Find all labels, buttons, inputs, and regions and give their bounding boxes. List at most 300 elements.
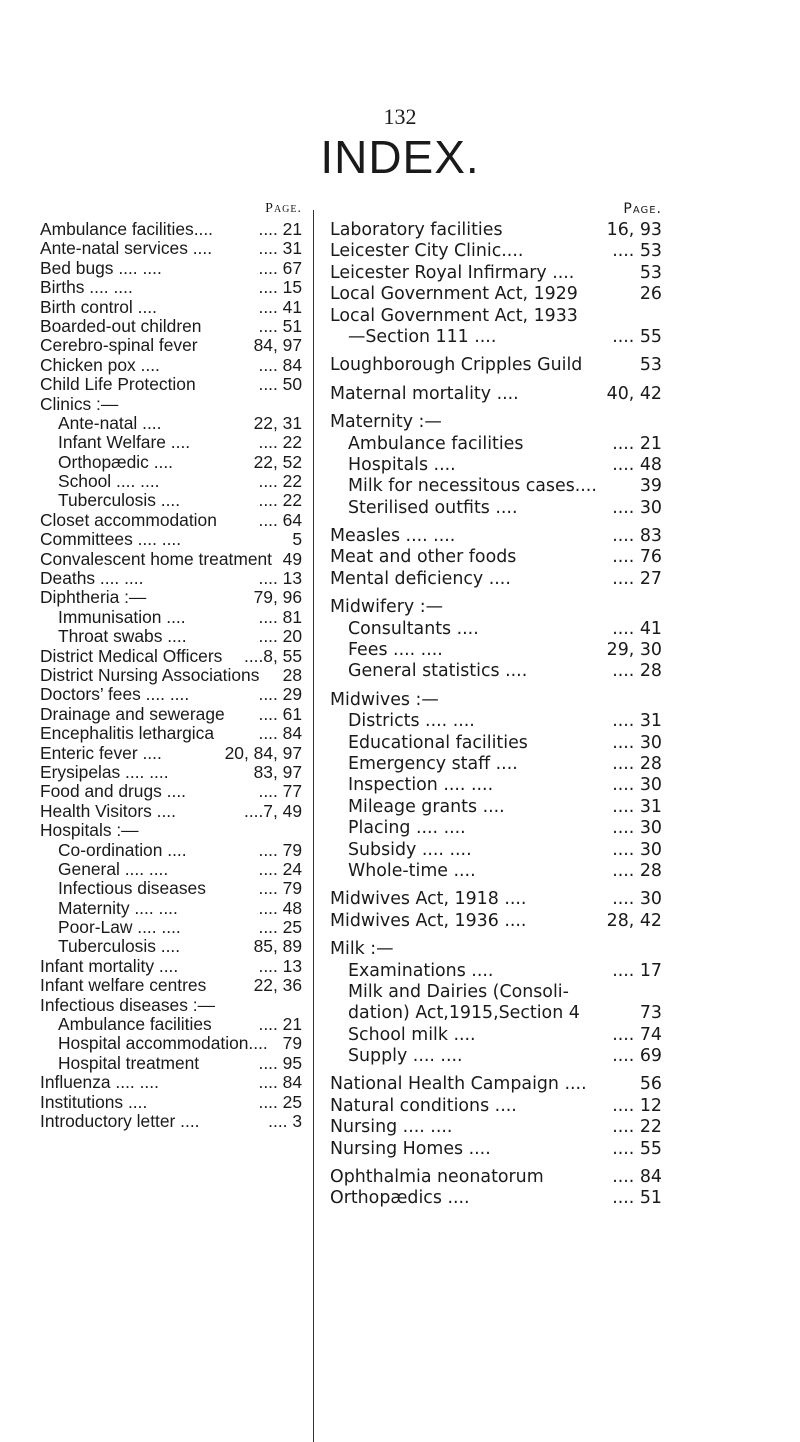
entry-spacer [169,763,254,782]
index-entry [40,918,302,937]
entry-spacer [475,711,612,732]
entry-spacer [544,1167,613,1188]
entry-spacer [187,841,259,860]
entry-spacer [186,608,259,627]
index-entry-term: Health Visitors .... [40,800,176,821]
index-entry-pages: .... 21 [258,219,302,239]
index-entry-pages: .... 3 [268,1110,302,1131]
index-entry-pages: .... 22 [258,432,302,453]
index-entry [40,899,302,918]
index-entry-term: Emergency staff .... [348,753,518,774]
index-entry-term: Deaths .... .... [40,568,144,589]
index-entry-pages: .... 84 [258,354,302,375]
entry-spacer [181,918,259,937]
index-entry-pages: .... 25 [258,1091,302,1112]
index-entry [330,711,662,732]
index-entry [330,569,662,590]
index-entry [330,861,662,882]
index-entry-term: Fees .... .... [348,640,443,661]
index-entry-pages: .... 28 [612,661,662,682]
index-entry-term: Institutions .... [40,1091,148,1112]
entry-spacer [574,263,640,284]
index-entry [40,685,302,704]
index-entry [40,860,302,879]
index-entry-term: General .... .... [58,858,169,879]
index-entry-pages: 22, 52 [253,451,302,472]
entry-spacer [180,491,258,510]
index-entry-pages: 79, 96 [253,587,302,608]
index-entry [40,937,302,956]
index-entry [40,220,302,239]
index-entry-pages: 22, 36 [253,975,302,996]
index-entry [40,278,302,297]
index-entry-pages: 20, 84, 97 [224,742,302,763]
index-entry [330,1025,662,1046]
index-entry-term: Midwives Act, 1936 .... [330,910,527,931]
index-entry-term: Throat swabs .... [58,626,187,647]
entry-spacer [456,455,613,476]
index-entry-term: Tuberculosis .... [58,936,181,957]
index-entry [40,239,302,258]
entry-spacer [118,395,302,414]
index-entry-pages: 39 [639,476,662,497]
entry-spacer [225,705,259,724]
index-entry [330,220,662,241]
index-entry-term: Examinations .... [348,960,494,981]
index-entry [40,336,302,355]
index-entry-term: Local Government Act, 1929 [330,284,578,305]
index-entry-pages: .... 41 [258,296,302,317]
index-entry-term: Orthopædics .... [330,1188,470,1209]
index-entry-term: Food and drugs .... [40,781,186,802]
index-entry-pages: .... 29 [258,684,302,705]
index-entry-term: Hospital accommodation.... [58,1033,268,1054]
entry-spacer [133,278,259,297]
index-entry-term: Milk and Dairies (Consoli- [348,981,569,1002]
index-entry-term: Births .... .... [40,277,133,298]
index-entry [40,996,302,1015]
index-entry [330,1117,662,1138]
index-entry [330,355,662,376]
index-entry [330,690,662,711]
entry-spacer [597,476,640,497]
index-entry-term: Diphtheria :— [40,587,147,608]
entry-spacer [578,306,662,327]
index-entry [40,976,302,995]
index-entry-pages: .... 30 [612,889,662,910]
index-entry [40,375,302,394]
index-entry [330,840,662,861]
entry-spacer [190,433,258,452]
index-entry-term: Laboratory facilities [330,220,503,240]
column-divider [313,210,314,1442]
index-entry-term: Ante-natal .... [58,412,162,433]
index-entry [330,1096,662,1117]
page-title: INDEX. [320,131,480,183]
index-entry [40,705,302,724]
entry-spacer [493,775,612,796]
entry-spacer [159,1073,259,1092]
index-entry-term: Consultants .... [348,618,479,639]
entry-spacer [472,840,613,861]
entry-spacer [214,724,258,743]
index-entry [330,498,662,519]
index-entry [40,841,302,860]
index-entry-term: Birth control .... [40,296,157,317]
index-entry-term: Maternity .... .... [58,897,178,918]
index-entry [40,530,302,549]
index-entry-term: Co-ordination .... [58,839,187,860]
index-entry-pages: ....7, 49 [243,800,302,821]
entry-spacer [178,957,258,976]
entry-spacer [463,1046,613,1067]
entry-spacer [160,472,259,491]
index-entry-pages: .... 22 [258,490,302,511]
index-entry [40,356,302,375]
index-entry-term: Introductory letter .... [40,1110,200,1131]
index-entry-pages: .... 30 [612,839,662,860]
entry-spacer [587,1074,640,1095]
index-entry [330,384,662,405]
entry-spacer [212,239,258,258]
entry-spacer [476,1025,613,1046]
index-entry-term: Mental deficiency .... [330,568,511,589]
index-entry [40,763,302,782]
index-entry [40,433,302,452]
entry-spacer [527,661,612,682]
index-entry [40,666,302,685]
entry-spacer [178,899,259,918]
index-entry-term: Drainage and sewerage [40,703,225,724]
index-entry [40,491,302,510]
index-entry [40,1015,302,1034]
index-entry [330,889,662,910]
index-entry-pages: .... 30 [612,818,662,839]
index-entry [330,1003,662,1024]
index-entry-term: Milk for necessitous cases.... [348,476,597,497]
index-entry-term: Milk :— [330,939,394,960]
page-number: 132 [383,104,417,129]
index-entry [40,744,302,763]
entry-spacer [173,453,254,472]
entry-spacer [268,1034,283,1053]
index-entry-term: Bed bugs .... .... [40,257,162,278]
index-entry-pages: .... 28 [612,753,662,774]
index-entry-term: Meat and other foods [330,547,517,568]
right-entry-list [330,220,662,1210]
index-entry-pages: .... 17 [612,960,662,981]
entry-spacer [180,937,254,956]
entry-spacer [157,298,259,317]
entry-spacer [259,666,282,685]
index-entry [40,957,302,976]
entry-spacer [452,1117,612,1138]
index-entry [40,647,302,666]
index-entry-pages: .... 22 [612,1117,662,1138]
index-entry-term: Ambulance facilities [348,433,524,454]
index-entry-term: Midwives Act, 1918 .... [330,889,527,910]
index-column-left [40,198,302,1131]
index-entry-pages: .... 95 [258,1052,302,1073]
index-entry-pages: .... 84 [258,1072,302,1093]
index-entry-term: Maternal mortality .... [330,383,519,404]
entry-spacer [442,412,662,433]
index-entry-pages: .... 53 [612,241,662,262]
index-entry-term: School milk .... [348,1024,476,1045]
entry-spacer [139,821,302,840]
page-column-header: Page. [265,201,302,216]
entry-spacer [526,889,612,910]
index-entry-term: Ambulance facilities [58,1014,212,1035]
index-entry [40,1073,302,1092]
entry-spacer [516,547,612,568]
index-entry-pages: 56 [639,1074,662,1095]
index-entry-term: Local Government Act, 1933 [330,305,578,326]
entry-spacer [206,976,253,995]
index-entry-term: Influenza .... .... [40,1072,159,1093]
index-entry [40,1034,302,1053]
index-entry [330,1046,662,1067]
entry-spacer [215,996,302,1015]
entry-spacer [476,861,613,882]
index-entry [330,476,662,497]
index-entry-pages: .... 74 [612,1024,662,1045]
index-entry [330,911,662,932]
entry-spacer [199,1054,258,1073]
index-entry-pages: .... 27 [612,568,662,589]
index-entry-pages: .... 51 [612,1188,662,1209]
entry-spacer [162,744,225,763]
index-entry-term: Closet accommodation [40,509,217,530]
index-entry [40,298,302,317]
entry-spacer [199,1112,268,1131]
entry-spacer [162,259,259,278]
index-entry-pages: .... 25 [258,917,302,938]
index-entry-pages: 73 [639,1003,662,1024]
entry-spacer [511,569,612,590]
entry-spacer [455,526,612,547]
index-entry-pages: .... 79 [258,878,302,899]
index-entry-term: Enteric fever .... [40,742,162,763]
index-entry-pages: .... 76 [612,547,662,568]
index-entry-term: Leicester City Clinic.... [330,241,524,262]
index-entry-term: Hospitals .... [348,454,456,475]
index-entry-term: Infectious diseases :— [40,994,215,1015]
index-entry [40,1093,302,1112]
index-entry [330,241,662,262]
entry-spacer [181,530,292,549]
entry-spacer [491,1139,612,1160]
index-entry [330,733,662,754]
index-entry-pages: .... 51 [258,315,302,336]
index-entry-pages: .... 31 [612,711,662,732]
index-entry [40,453,302,472]
index-entry-pages: 29, 30 [606,640,662,661]
index-entry [330,661,662,682]
entry-spacer [517,1096,612,1117]
index-entry [330,754,662,775]
index-entry-pages: .... 81 [258,606,302,627]
index-entry [40,588,302,607]
entry-spacer [493,961,612,982]
index-entry-term: Inspection .... .... [348,775,494,796]
entry-spacer [503,220,607,241]
index-entry-pages: .... 24 [258,858,302,879]
entry-spacer [578,284,640,305]
entry-spacer [466,818,613,839]
index-entry [40,395,302,414]
index-entry-pages: .... 20 [258,626,302,647]
entry-spacer [160,356,259,375]
left-entry-list [40,220,302,1131]
index-entry [40,317,302,336]
index-entry-term: Measles .... .... [330,526,456,547]
index-entry-term: Infant welfare centres [40,975,207,996]
page-column-header: Page. [623,201,662,217]
index-entry [330,306,662,327]
entry-spacer [569,982,662,1003]
entry-spacer [519,384,607,405]
index-entry-term: Encephalitis lethargica [40,723,215,744]
index-entry-pages: .... 84 [258,723,302,744]
index-entry [40,627,302,646]
index-entry-pages: 85, 89 [253,936,302,957]
entry-spacer [523,241,612,262]
index-entry [40,472,302,491]
entry-spacer [496,327,612,348]
index-entry-pages: .... 13 [258,955,302,976]
index-entry-term: Infectious diseases [58,878,206,899]
index-entry [330,547,662,568]
index-entry-term: Erysipelas .... .... [40,761,169,782]
index-entry [330,1167,662,1188]
index-entry [330,455,662,476]
index-entry-term: Infant Welfare .... [58,432,191,453]
index-entry [330,284,662,305]
index-entry-pages: .... 69 [612,1046,662,1067]
index-entry-term: Nursing Homes .... [330,1138,491,1159]
index-entry [330,982,662,1003]
index-entry-pages: 53 [639,262,662,283]
index-entry [330,597,662,618]
entry-spacer [143,569,258,588]
index-entry-pages: .... 30 [612,732,662,753]
index-entry-pages: 5 [292,529,302,550]
index-entry [40,550,302,569]
index-entry-pages: 28 [282,664,302,685]
index-column-right [330,198,662,1210]
index-entry-pages: 28, 42 [606,910,662,931]
index-entry-term: Midwives :— [330,689,439,710]
index-entry-term: Immunisation .... [58,606,186,627]
index-entry-term: Ophthalmia neonatorum [330,1167,544,1188]
index-entry-term: District Nursing Associations [40,664,260,685]
index-entry-term: Hospitals :— [40,820,139,841]
index-entry [330,263,662,284]
index-entry-pages: 22, 31 [253,412,302,433]
entry-spacer [168,860,258,879]
index-entry-term: Mileage grants .... [348,796,505,817]
index-entry [330,434,662,455]
index-entry-pages: .... 30 [612,497,662,518]
index-entry-term: Doctors’ fees .... .... [40,684,190,705]
index-entry-pages: 79 [282,1033,302,1054]
index-entry-term: District Medical Officers [40,645,223,666]
index-entry [330,1139,662,1160]
index-entry-term: Convalescent home treatment [40,548,272,569]
index-entry-term: Educational facilities [348,732,528,753]
index-entry-term: Orthopædic .... [58,451,174,472]
index-entry-pages: .... 67 [258,257,302,278]
entry-spacer [196,375,259,394]
index-entry-pages: .... 55 [612,1138,662,1159]
index-entry [40,1112,302,1131]
index-entry-term: Boarded-out children [40,315,202,336]
index-entry-term: Districts .... .... [348,711,475,732]
entry-spacer [217,511,259,530]
index-entry [330,1188,662,1209]
index-entry-pages: .... 55 [612,326,662,347]
index-entry-pages: .... 31 [258,238,302,259]
entry-spacer [189,685,258,704]
index-entry-pages: 16, 93 [606,220,662,240]
index-entry-term: Sterilised outfits .... [348,497,518,518]
index-entry-term: Placing .... .... [348,818,466,839]
index-entry-term: School .... .... [58,471,160,492]
entry-spacer [394,939,662,960]
index-entry-pages: .... 79 [258,839,302,860]
index-entry [40,569,302,588]
entry-spacer [272,550,283,569]
index-entry-pages: .... 12 [612,1095,662,1116]
index-entry [40,724,302,743]
index-entry [330,1074,662,1095]
entry-spacer [176,802,244,821]
index-entry-term: Loughborough Cripples Guild [330,355,583,376]
index-entry-pages: .... 84 [612,1167,662,1188]
index-entry [330,797,662,818]
index-entry-term: Supply .... .... [348,1046,463,1067]
index-entry-term: Whole-time .... [348,860,476,881]
index-entry [40,1054,302,1073]
index-entry-pages: .... 28 [612,860,662,881]
index-entry [330,526,662,547]
index-entry-term: Clinics :— [40,393,119,414]
index-entry-pages: .... 13 [258,568,302,589]
entry-spacer [479,619,612,640]
entry-spacer [198,336,254,355]
index-entry-term: Tuberculosis .... [58,490,181,511]
index-entry [40,259,302,278]
index-entry [40,414,302,433]
index-entry [330,939,662,960]
index-entry [330,412,662,433]
index-entry [330,619,662,640]
entry-spacer [187,627,259,646]
index-entry-pages: .... 48 [258,897,302,918]
index-entry-term: Child Life Protection [40,374,196,395]
index-entry [330,961,662,982]
entry-spacer [222,647,244,666]
index-entry-term: Poor-Law .... .... [58,917,181,938]
index-entry [40,879,302,898]
index-entry-pages: 49 [282,548,302,569]
index-entry-term: Cerebro-spinal fever [40,335,198,356]
entry-spacer [470,1188,613,1209]
index-entry-pages: .... 21 [612,433,662,454]
entry-spacer [439,690,662,711]
index-entry-term: Natural conditions .... [330,1095,517,1116]
